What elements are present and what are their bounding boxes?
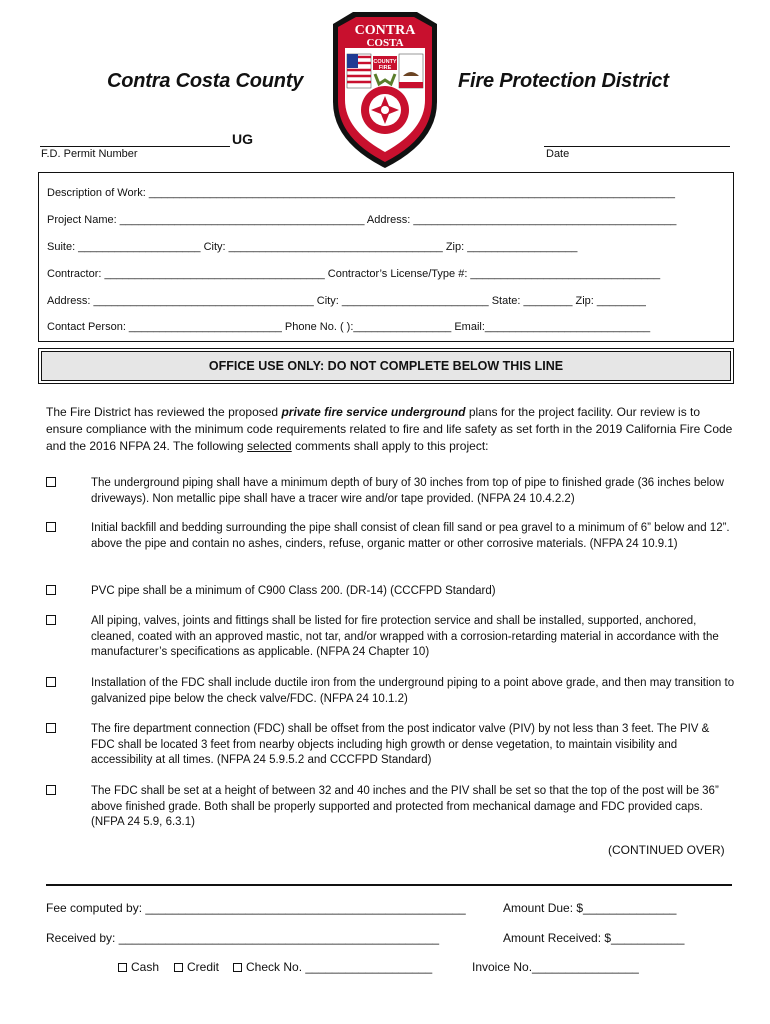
comment-text: All piping, valves, joints and fittings shall be listed for fire protection service and shall be installed, supported, anchored, cleaned, coated with an approved mastic, not tar, and/or wrapped with a corrosion-retarding material in accordance with the manufacturer’s specifications as applicable. (NFPA 24 Chapter 10)	[91, 615, 719, 658]
comment-checkbox[interactable]	[46, 615, 56, 625]
comment-checkbox[interactable]	[46, 677, 56, 687]
payment-cash-option[interactable]	[118, 960, 159, 974]
fee-section-divider	[46, 884, 732, 886]
comment-item	[46, 722, 736, 769]
comment-checkbox[interactable]	[46, 522, 56, 532]
received-by-field[interactable]: Received by: ________________________________________________	[46, 931, 440, 945]
comment-checkbox[interactable]	[46, 477, 56, 487]
permit-number-field[interactable]	[40, 146, 230, 147]
comment-item	[46, 584, 736, 600]
comment-checkbox[interactable]	[46, 723, 56, 733]
amount-due-field[interactable]: Amount Due: $______________	[503, 901, 677, 915]
permit-number-label: F.D. Permit Number	[41, 148, 138, 160]
invoice-number-field[interactable]: Invoice No.________________	[472, 960, 639, 974]
comment-checkbox[interactable]	[46, 785, 56, 795]
check-number-field[interactable]: Check No. ___________________	[246, 960, 433, 974]
svg-text:FIRE: FIRE	[378, 65, 392, 71]
office-use-text: OFFICE USE ONLY: DO NOT COMPLETE BELOW THIS LINE	[41, 351, 731, 381]
cash-checkbox[interactable]	[118, 963, 127, 972]
payment-credit-option[interactable]	[174, 960, 219, 974]
suite-city-zip-field[interactable]: Suite: ____________________ City: ___________________________________ Zip: __________________	[47, 241, 578, 253]
credit-checkbox[interactable]	[174, 963, 183, 972]
credit-label: Credit	[187, 960, 220, 974]
comment-item	[46, 521, 736, 552]
office-use-banner	[38, 348, 734, 384]
county-title: Contra Costa County	[107, 70, 304, 92]
intro-underlined: selected	[247, 439, 292, 453]
project-info-box	[38, 172, 734, 342]
contractor-address-field[interactable]: Address: ____________________________________ City: ________________________ State: ________ Zip: ________	[47, 295, 646, 307]
comment-checkbox[interactable]	[46, 585, 56, 595]
comment-item	[46, 784, 736, 831]
comment-item	[46, 614, 736, 661]
svg-text:COUNTY: COUNTY	[373, 59, 397, 65]
comment-item	[46, 676, 736, 707]
date-label: Date	[546, 148, 570, 160]
comment-text: The FDC shall be set at a height of between 32 and 40 inches and the PIV shall be set so that the top of the post will be 36” above finished grade. Both shall be properly supported and protected from mechanical damage and FDC provided caps. (NFPA 24 5.9, 6.3.1)	[91, 785, 719, 828]
comment-text: Installation of the FDC shall include ductile iron from the underground piping to a point above grade, and then may transition to galvanized pipe below the check valve/FDC. (NFPA 24 10.1.2)	[91, 677, 735, 705]
review-intro-paragraph: The Fire District has reviewed the proposed private fire service underground plans for the project facility. Our review is to ensure compliance with the minimum code requirements related to fire and life safety as set forth in the 2019 California Fire Code and the 2016 NFPA 24. The following selected comments shall apply to this project:	[46, 405, 733, 453]
cash-label: Cash	[131, 960, 160, 974]
comment-text: The fire department connection (FDC) shall be offset from the post indicator valve (PIV) by not less than 3 feet. The PIV & FDC shall be located 3 feet from nearby objects including high growth or dense vegetation, to maintain visibility and accessibility at all times. (NFPA 24 5.9.5.2 and CCCFPD Standard)	[91, 723, 710, 766]
date-field[interactable]	[544, 146, 730, 147]
continued-over-note: (CONTINUED OVER)	[608, 843, 725, 857]
intro-emphasis: private fire service underground	[281, 405, 466, 419]
fee-computed-by-field[interactable]: Fee computed by: ________________________________________________	[46, 901, 466, 915]
contact-person-field[interactable]: Contact Person: _________________________ Phone No. ( ):________________ Email:___________________________	[47, 321, 651, 333]
payment-check-option[interactable]	[233, 960, 432, 974]
check-checkbox[interactable]	[233, 963, 242, 972]
comment-text: The underground piping shall have a minimum depth of bury of 30 inches from top of pipe to finished grade (36 inches below driveways). Non metallic pipe shall have a tracer wire and/or tape provided. (NFPA 24 10.4.2.2)	[91, 477, 724, 505]
svg-text:CONTRA: CONTRA	[354, 23, 416, 38]
comment-text: Initial backfill and bedding surrounding the pipe shall consist of clean fill sand or pea gravel to a minimum of 6” below and 12”. above the pipe and contain no ashes, cinders, refuse, organic matter or other corrosive materials. (NFPA 24 10.9.1)	[91, 522, 730, 550]
contractor-license-field[interactable]: Contractor: ____________________________________ Contractor’s License/Type #: _______________________________	[47, 268, 661, 280]
fire-district-badge-logo	[329, 10, 441, 170]
permit-suffix: UG	[232, 131, 253, 147]
district-title: Fire Protection District	[458, 70, 669, 92]
comment-item	[46, 476, 736, 507]
comment-text: PVC pipe shall be a minimum of C900 Class 200. (DR-14) (CCCFPD Standard)	[91, 585, 496, 597]
svg-text:COSTA: COSTA	[366, 37, 404, 49]
project-name-address-field[interactable]: Project Name: ________________________________________ Address: ___________________________________________	[47, 214, 677, 226]
description-of-work-field[interactable]: Description of Work: ______________________________________________________________________________________	[47, 187, 676, 199]
amount-received-field[interactable]: Amount Received: $___________	[503, 931, 685, 945]
